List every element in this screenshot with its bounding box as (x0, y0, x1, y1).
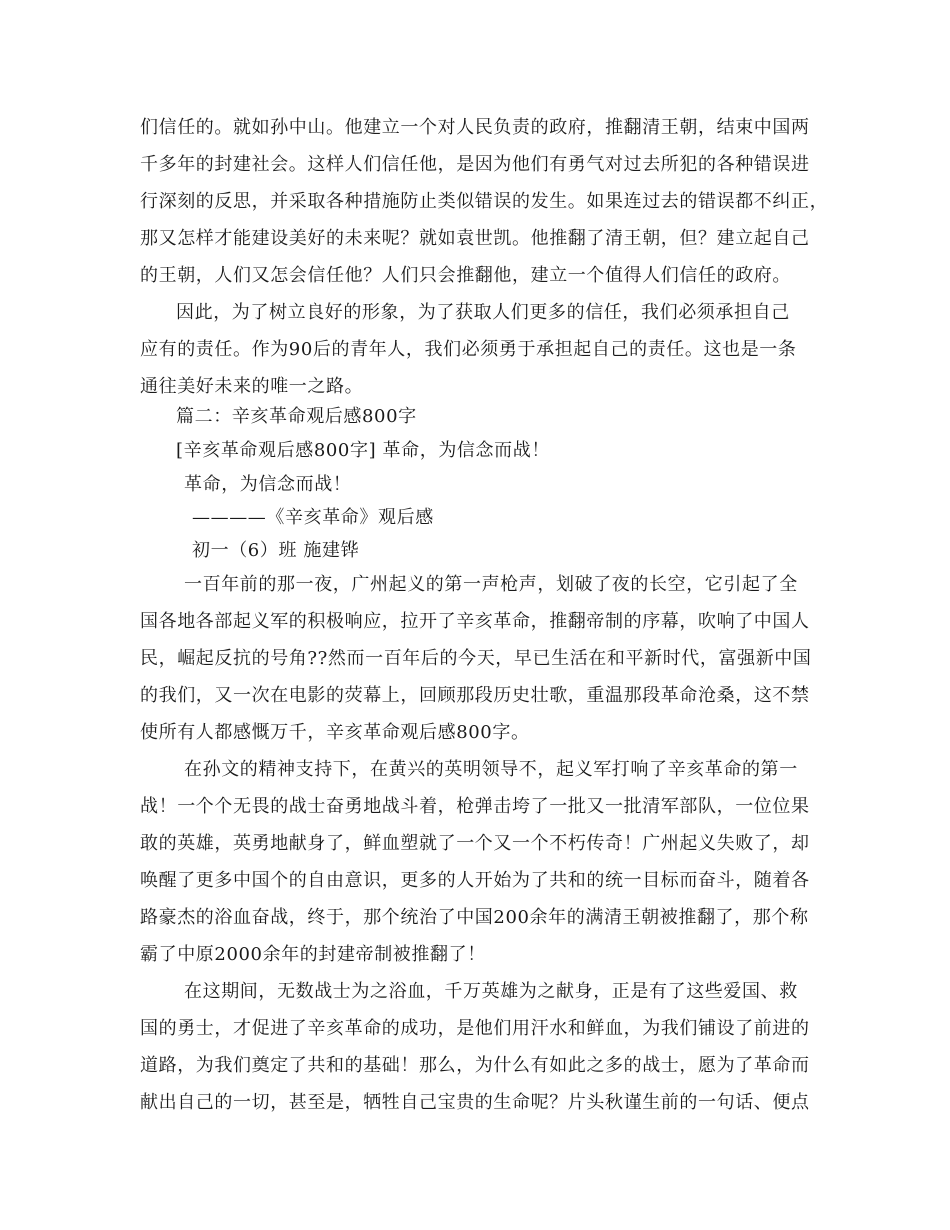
paragraph-line: 千多年的封建社会。这样人们信任他，是因为他们有勇气对过去所犯的各种错误进 (140, 154, 810, 175)
paragraph-line: 在孙文的精神支持下，在黄兴的英明领导不，起义军打响了辛亥革命的第一 (184, 759, 798, 780)
essay-author: 初一（6）班 施建铧 (192, 540, 360, 561)
paragraph-line: 们信任的。就如孙中山。他建立一个对人民负责的政府，推翻清王朝，结束中国两 (140, 117, 810, 138)
paragraph-line: 国各地各部起义军的积极响应，拉开了辛亥革命，推翻帝制的序幕，吹响了中国人 (140, 611, 810, 632)
paragraph-line: 国的勇士，才促进了辛亥革命的成功，是他们用汗水和鲜血，为我们铺设了前进的 (140, 1018, 810, 1039)
paragraph-line: 路豪杰的浴血奋战，终于，那个统治了中国200余年的满清王朝被推翻了，那个称 (140, 907, 809, 928)
section-heading: 篇二：辛亥革命观后感800字 (176, 406, 417, 427)
paragraph-line: 唤醒了更多中国个的自由意识，更多的人开始为了共和的统一目标而奋斗，随着各 (140, 870, 810, 891)
paragraph-line: 道路，为我们奠定了共和的基础！那么，为什么有如此之多的战士，愿为了革命而 (140, 1055, 810, 1076)
paragraph-line: 霸了中原2000余年的封建帝制被推翻了！ (140, 944, 486, 965)
paragraph-line: 敢的英雄，英勇地献身了，鲜血塑就了一个又一个不朽传奇！广州起义失败了，却 (140, 833, 810, 854)
paragraph-line: 一百年前的那一夜，广州起义的第一声枪声，划破了夜的长空，它引起了全 (184, 574, 798, 595)
paragraph-line: 的我们，又一次在电影的荧幕上，回顾那段历史壮歌，重温那段革命沧桑，这不禁 (140, 685, 810, 706)
paragraph-line: 民，崛起反抗的号角??然而一百年后的今天，早已生活在和平新时代，富强新中国 (140, 648, 812, 669)
essay-subtitle: ————《辛亥革命》观后感 (192, 507, 434, 528)
paragraph-line: 在这期间，无数战士为之浴血，千万英雄为之献身，正是有了这些爱国、救 (184, 981, 798, 1002)
paragraph-line: 使所有人都感慨万千，辛亥革命观后感800字。 (140, 722, 530, 743)
essay-title: 革命，为信念而战！ (184, 474, 352, 495)
paragraph-line: 战！一个个无畏的战士奋勇地战斗着，枪弹击垮了一批又一批清军部队，一位位果 (140, 796, 810, 817)
paragraph-line: 因此，为了树立良好的形象，为了获取人们更多的信任，我们必须承担自己 (176, 302, 790, 323)
paragraph-line: 应有的责任。作为90后的青年人，我们必须勇于承担起自己的责任。这也是一条 (140, 339, 797, 360)
paragraph-line: 那又怎样才能建设美好的未来呢？就如袁世凯。他推翻了清王朝，但？建立起自己 (140, 228, 810, 249)
paragraph-line: 行深刻的反思，并采取各种措施防止类似错误的发生。如果连过去的错误都不纠正， (140, 191, 829, 212)
paragraph-line: 通往美好未来的唯一之路。 (140, 376, 364, 397)
essay-title-line: [辛亥革命观后感800字] 革命，为信念而战！ (176, 440, 550, 461)
paragraph-line: 献出自己的一切，甚至是，牺牲自己宝贵的生命呢？片头秋谨生前的一句话、便点 (140, 1092, 810, 1113)
paragraph-line: 的王朝，人们又怎会信任他？人们只会推翻他，建立一个值得人们信任的政府。 (140, 265, 791, 286)
